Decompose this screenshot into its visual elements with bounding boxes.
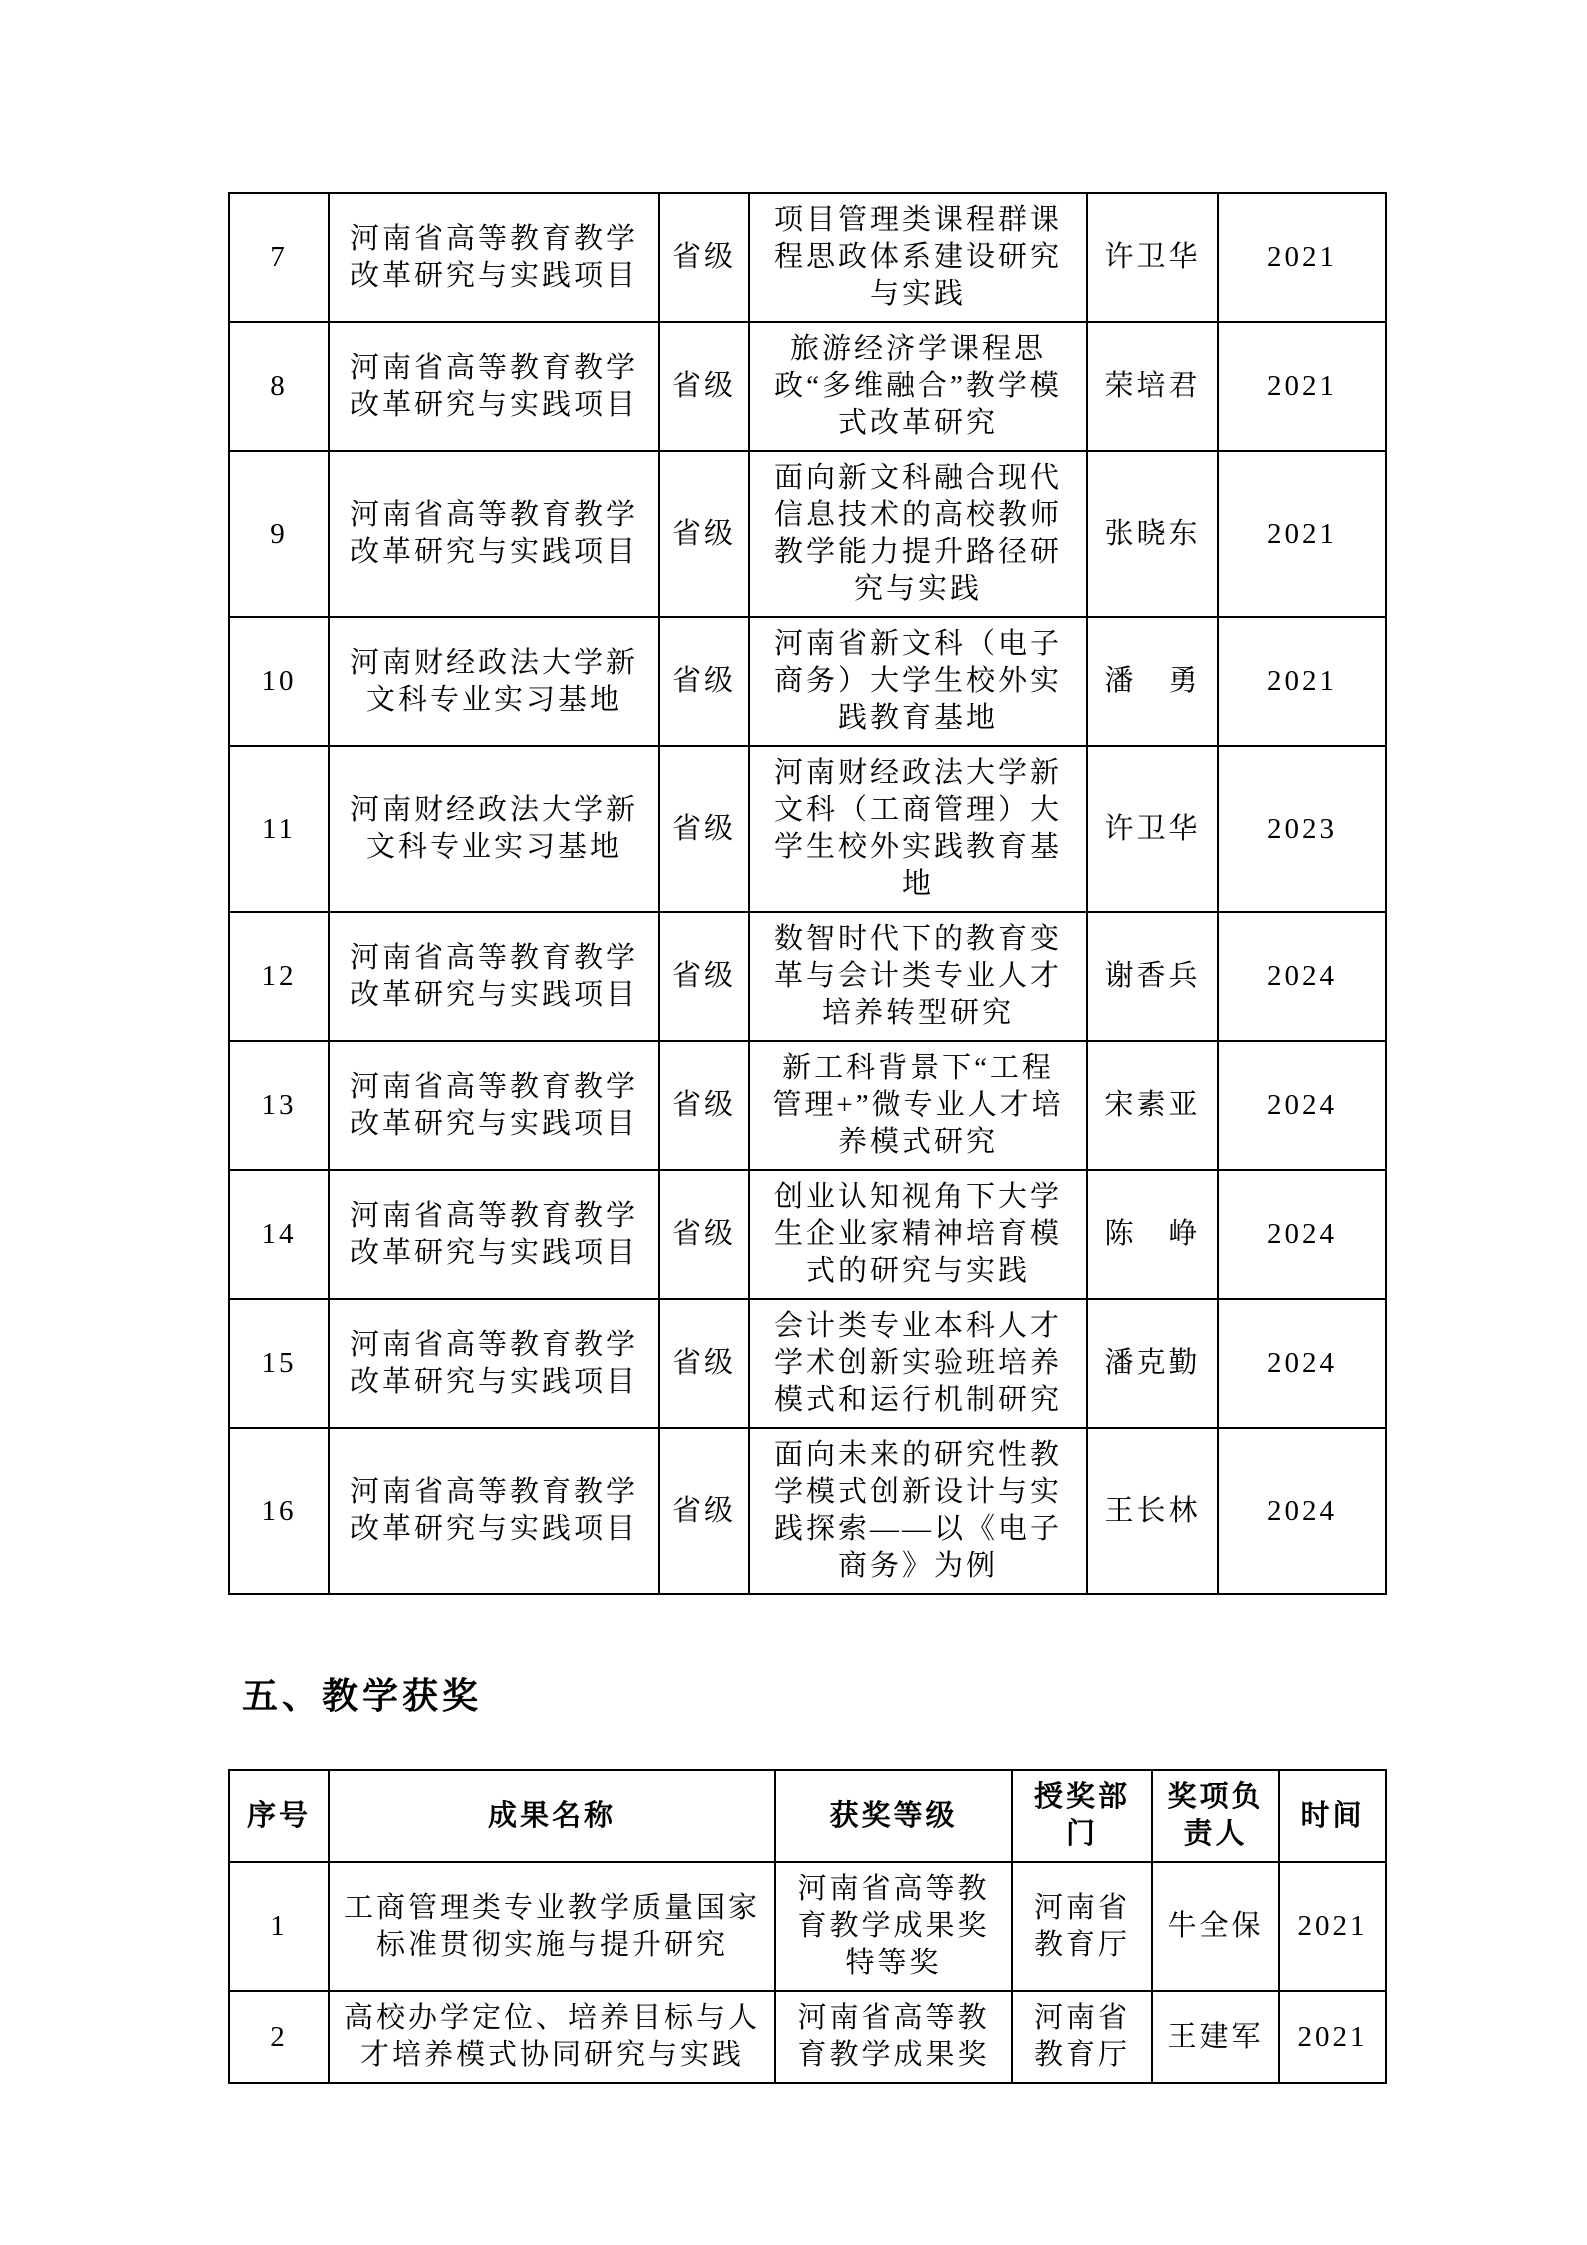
year-cell: 2021	[1218, 617, 1386, 746]
org-cell: 河南省高等教育教学改革研究与实践项目	[329, 193, 659, 322]
achievement-cell: 工商管理类专业教学质量国家标准贯彻实施与提升研究	[329, 1862, 775, 1991]
year-cell: 2024	[1218, 1170, 1386, 1299]
level-cell: 省级	[659, 912, 749, 1041]
title-cell: 数智时代下的教育变革与会计类专业人才培养转型研究	[749, 912, 1087, 1041]
level-cell: 省级	[659, 1428, 749, 1594]
grade-cell: 河南省高等教育教学成果奖	[775, 1991, 1012, 2083]
level-cell: 省级	[659, 193, 749, 322]
org-cell: 河南财经政法大学新文科专业实习基地	[329, 617, 659, 746]
seq-cell: 2	[229, 1991, 329, 2083]
leader-cell: 许卫华	[1087, 193, 1218, 322]
title-cell: 面向未来的研究性教学模式创新设计与实践探索——以《电子商务》为例	[749, 1428, 1087, 1594]
level-cell: 省级	[659, 1299, 749, 1428]
title-cell: 旅游经济学课程思政“多维融合”教学模式改革研究	[749, 322, 1087, 451]
table-row	[229, 617, 1386, 746]
awards-table	[228, 1769, 1387, 2084]
org-cell: 河南省高等教育教学改革研究与实践项目	[329, 451, 659, 617]
seq-cell: 1	[229, 1862, 329, 1991]
leader-cell: 张晓东	[1087, 451, 1218, 617]
title-cell: 新工科背景下“工程管理+”微专业人才培养模式研究	[749, 1041, 1087, 1170]
table-row	[229, 746, 1386, 912]
seq-cell: 11	[229, 746, 329, 912]
grade-cell: 河南省高等教育教学成果奖特等奖	[775, 1862, 1012, 1991]
table-row	[229, 193, 1386, 322]
leader-cell: 许卫华	[1087, 746, 1218, 912]
table-row	[229, 451, 1386, 617]
leader-cell: 陈 峥	[1087, 1170, 1218, 1299]
year-cell: 2024	[1218, 1428, 1386, 1594]
seq-cell: 14	[229, 1170, 329, 1299]
seq-cell: 9	[229, 451, 329, 617]
org-cell: 河南省高等教育教学改革研究与实践项目	[329, 1299, 659, 1428]
seq-cell: 15	[229, 1299, 329, 1428]
column-header-grade: 获奖等级	[775, 1770, 1012, 1862]
column-header-department: 授奖部门	[1012, 1770, 1152, 1862]
table-header-row	[229, 1770, 1386, 1862]
year-cell: 2023	[1218, 746, 1386, 912]
org-cell: 河南省高等教育教学改革研究与实践项目	[329, 1041, 659, 1170]
org-cell: 河南省高等教育教学改革研究与实践项目	[329, 912, 659, 1041]
column-header-no: 序号	[229, 1770, 329, 1862]
leader-cell: 王长林	[1087, 1428, 1218, 1594]
department-cell: 河南省教育厅	[1012, 1862, 1152, 1991]
table-row	[229, 1041, 1386, 1170]
leader-cell: 谢香兵	[1087, 912, 1218, 1041]
level-cell: 省级	[659, 1170, 749, 1299]
column-header-leader: 奖项负责人	[1152, 1770, 1279, 1862]
leader-cell: 潘克勤	[1087, 1299, 1218, 1428]
level-cell: 省级	[659, 322, 749, 451]
org-cell: 河南省高等教育教学改革研究与实践项目	[329, 1428, 659, 1594]
year-cell: 2024	[1218, 1299, 1386, 1428]
year-cell: 2024	[1218, 912, 1386, 1041]
year-cell: 2021	[1218, 451, 1386, 617]
table-row	[229, 1170, 1386, 1299]
section-heading: 五、教学获奖	[242, 1676, 483, 1716]
seq-cell: 12	[229, 912, 329, 1041]
level-cell: 省级	[659, 1041, 749, 1170]
level-cell: 省级	[659, 617, 749, 746]
leader-cell: 潘 勇	[1087, 617, 1218, 746]
leader-cell: 荣培君	[1087, 322, 1218, 451]
year-cell: 2021	[1279, 1991, 1386, 2083]
title-cell: 河南财经政法大学新文科（工商管理）大学生校外实践教育基地	[749, 746, 1087, 912]
level-cell: 省级	[659, 451, 749, 617]
title-cell: 面向新文科融合现代信息技术的高校教师教学能力提升路径研究与实践	[749, 451, 1087, 617]
title-cell: 河南省新文科（电子商务）大学生校外实践教育基地	[749, 617, 1087, 746]
level-cell: 省级	[659, 746, 749, 912]
achievement-cell: 高校办学定位、培养目标与人才培养模式协同研究与实践	[329, 1991, 775, 2083]
seq-cell: 8	[229, 322, 329, 451]
title-cell: 会计类专业本科人才学术创新实验班培养模式和运行机制研究	[749, 1299, 1087, 1428]
seq-cell: 10	[229, 617, 329, 746]
table-row	[229, 322, 1386, 451]
leader-cell: 宋素亚	[1087, 1041, 1218, 1170]
year-cell: 2021	[1218, 193, 1386, 322]
org-cell: 河南财经政法大学新文科专业实习基地	[329, 746, 659, 912]
table-row	[229, 1862, 1386, 1991]
year-cell: 2021	[1279, 1862, 1386, 1991]
seq-cell: 13	[229, 1041, 329, 1170]
seq-cell: 16	[229, 1428, 329, 1594]
year-cell: 2021	[1218, 322, 1386, 451]
title-cell: 创业认知视角下大学生企业家精神培育模式的研究与实践	[749, 1170, 1087, 1299]
column-header-name: 成果名称	[329, 1770, 775, 1862]
column-header-time: 时间	[1279, 1770, 1386, 1862]
table-row	[229, 1991, 1386, 2083]
org-cell: 河南省高等教育教学改革研究与实践项目	[329, 322, 659, 451]
table-row	[229, 1428, 1386, 1594]
year-cell: 2024	[1218, 1041, 1386, 1170]
org-cell: 河南省高等教育教学改革研究与实践项目	[329, 1170, 659, 1299]
department-cell: 河南省教育厅	[1012, 1991, 1152, 2083]
table-row	[229, 912, 1386, 1041]
projects-table	[228, 192, 1387, 1595]
leader-cell: 牛全保	[1152, 1862, 1279, 1991]
document-page	[228, 192, 1385, 2084]
leader-cell: 王建军	[1152, 1991, 1279, 2083]
seq-cell: 7	[229, 193, 329, 322]
table-row	[229, 1299, 1386, 1428]
title-cell: 项目管理类课程群课程思政体系建设研究与实践	[749, 193, 1087, 322]
